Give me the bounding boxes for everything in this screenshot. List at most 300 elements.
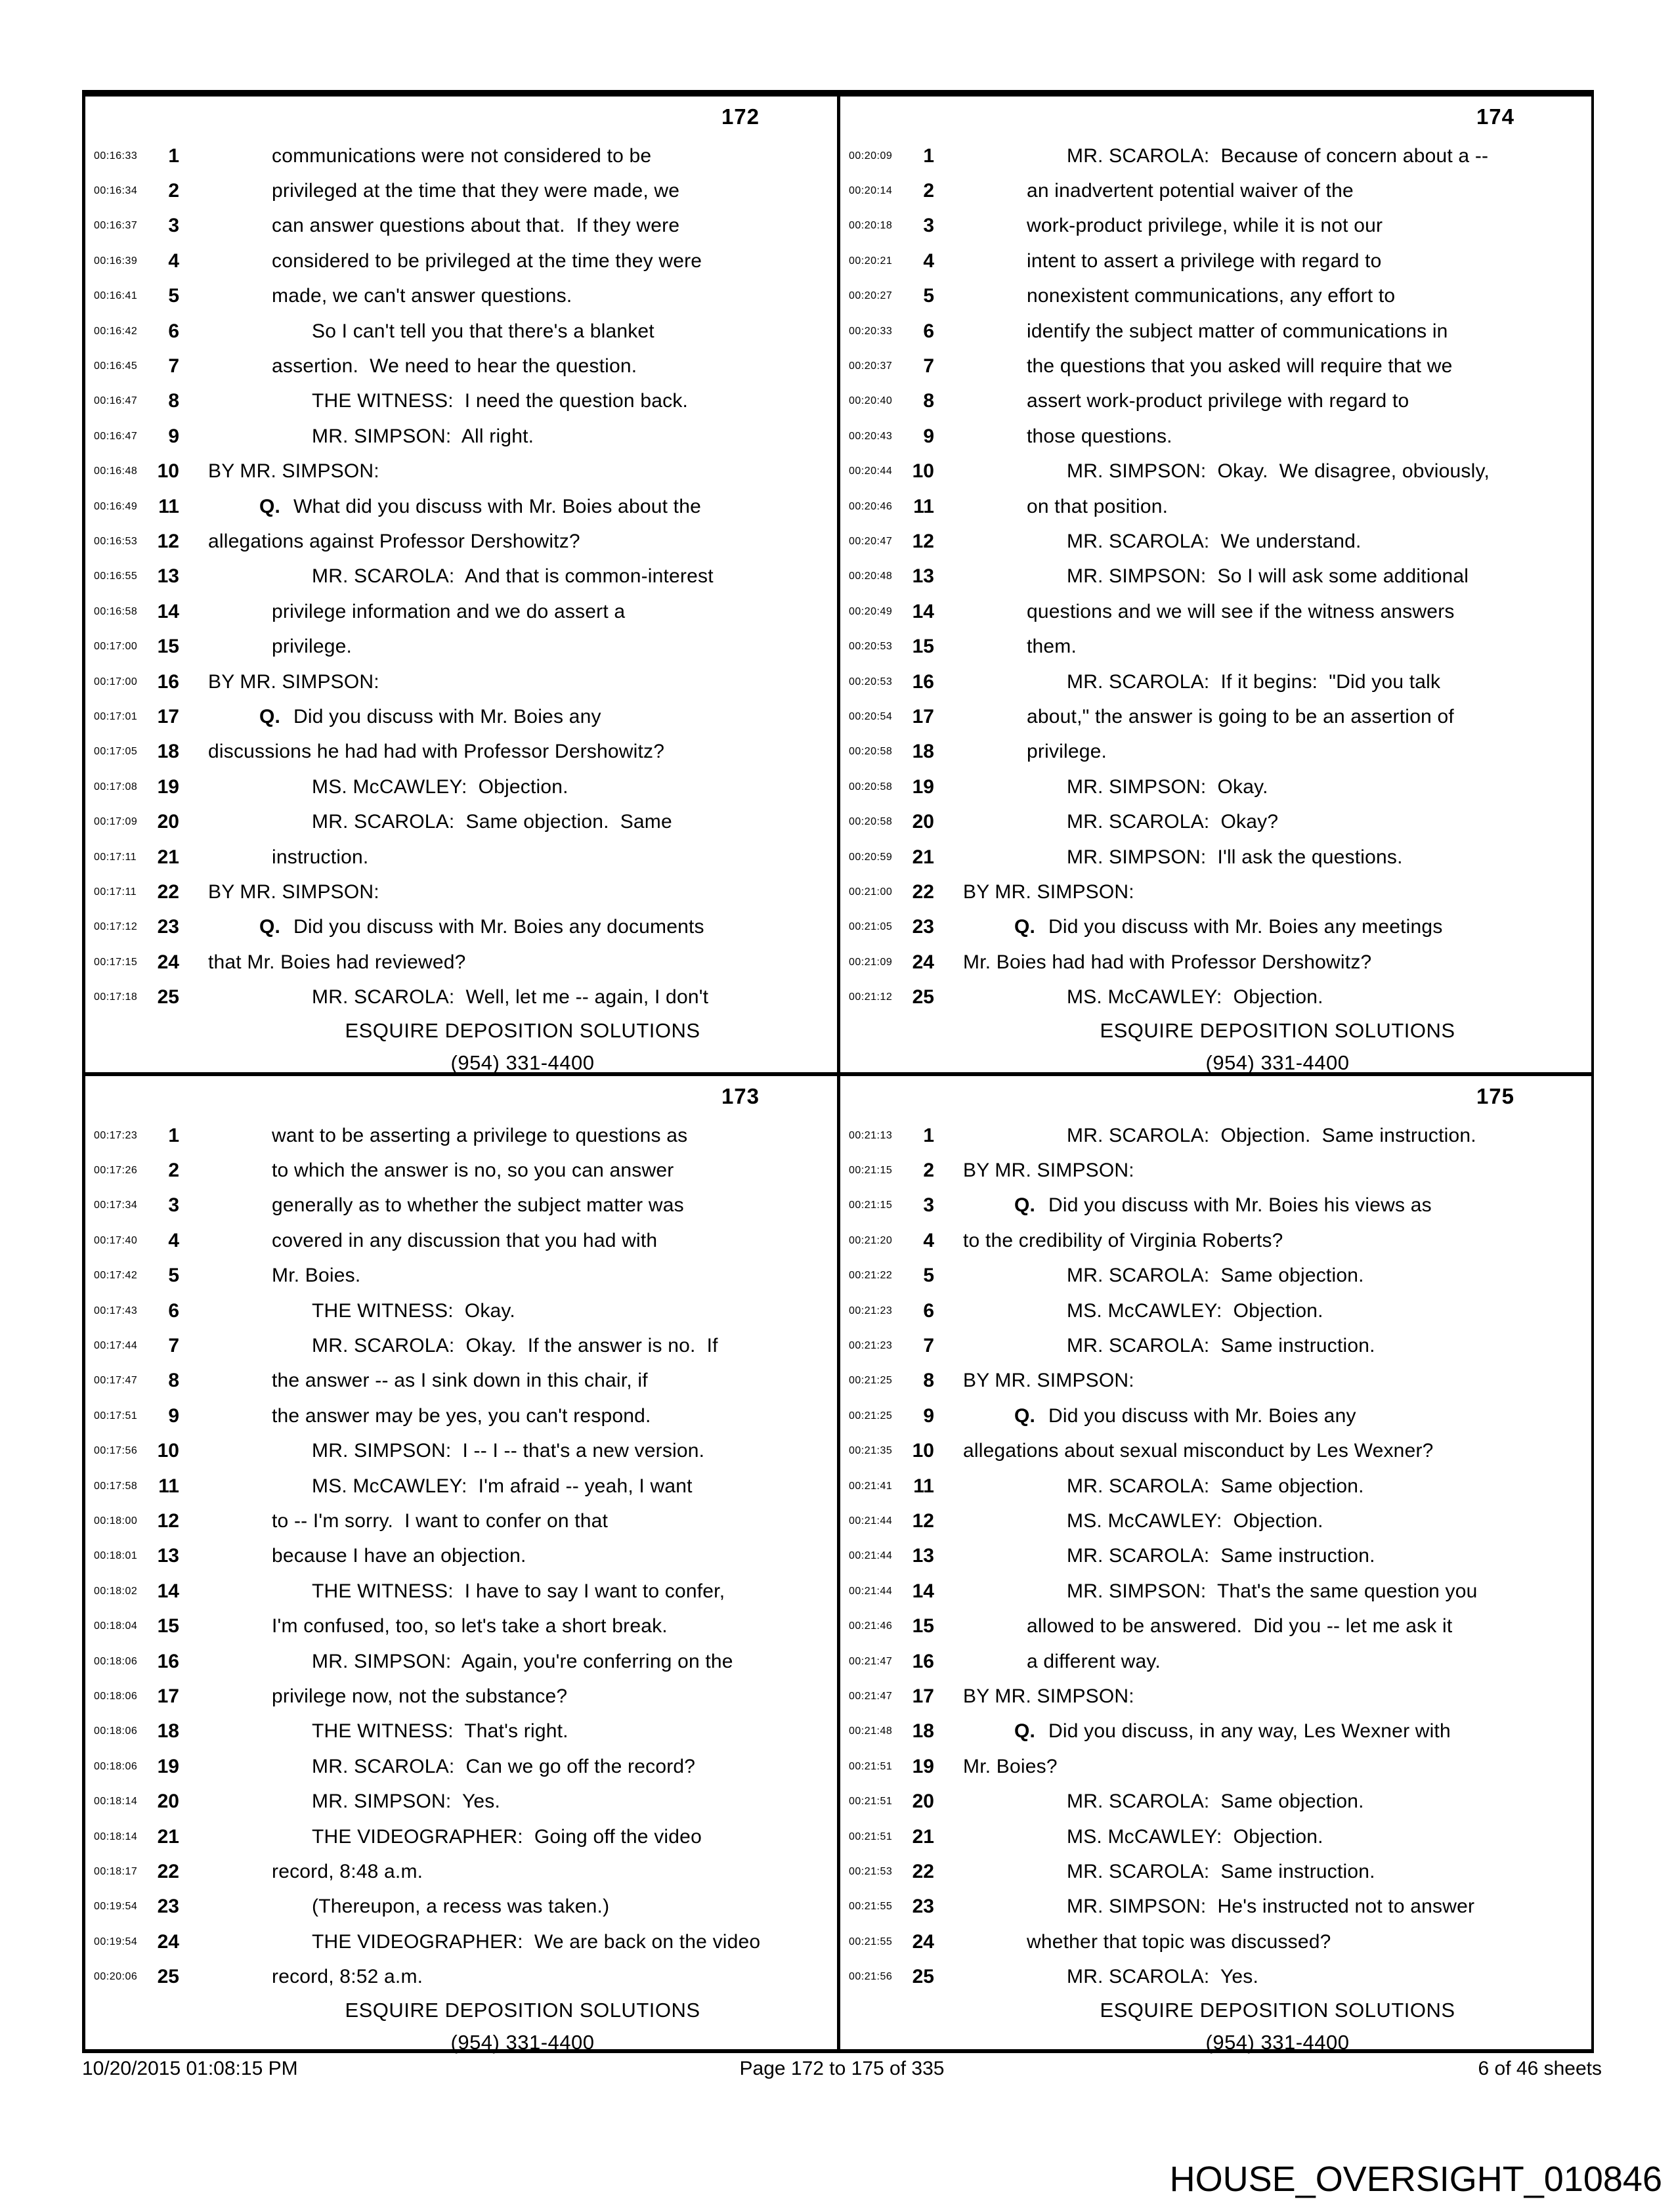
line-number: 21 — [912, 846, 934, 868]
timestamp: 00:21:53 — [849, 1865, 893, 1877]
line-number: 22 — [912, 1860, 934, 1882]
line-number: 22 — [157, 1860, 179, 1882]
line-number: 17 — [157, 705, 179, 727]
transcript-line — [844, 1784, 1592, 1819]
timestamp: 00:20:53 — [849, 676, 893, 687]
transcript-line — [844, 1749, 1592, 1784]
line-number: 23 — [157, 916, 179, 938]
timestamp: 00:18:04 — [94, 1620, 138, 1632]
line-number: 20 — [157, 1790, 179, 1813]
line-number: 25 — [157, 986, 179, 1008]
transcript-line — [89, 664, 837, 699]
transcript-page-173 — [89, 1076, 837, 2054]
timestamp: 00:21:47 — [849, 1655, 893, 1667]
timestamp: 00:20:43 — [849, 430, 893, 442]
line-number: 4 — [168, 1229, 179, 1251]
reporter-firm: ESQUIRE DEPOSITION SOLUTIONS — [345, 1018, 700, 1042]
question-marker: Q. — [1014, 1194, 1036, 1217]
timestamp: 00:16:47 — [94, 430, 138, 442]
line-number: 10 — [912, 460, 934, 483]
line-text: MR. SIMPSON: So I will ask some additional — [1067, 565, 1469, 588]
transcript-line — [89, 1574, 837, 1609]
timestamp: 00:21:13 — [849, 1129, 893, 1141]
transcript-line — [89, 244, 837, 278]
line-number: 6 — [168, 1299, 179, 1322]
transcript-line — [89, 489, 837, 524]
line-number: 24 — [912, 951, 934, 973]
timestamp: 00:21:41 — [849, 1480, 893, 1492]
timestamp: 00:18:14 — [94, 1796, 138, 1808]
transcript-line — [844, 524, 1592, 559]
line-number: 3 — [168, 1194, 179, 1217]
transcript-line — [844, 489, 1592, 524]
line-text: MR. SIMPSON: That's the same question you — [1067, 1580, 1478, 1602]
timestamp: 00:16:55 — [94, 571, 138, 582]
line-text: that Mr. Boies had reviewed? — [208, 951, 466, 973]
transcript-line — [89, 384, 837, 419]
transcript-line — [844, 244, 1592, 278]
line-number: 24 — [912, 1930, 934, 1953]
reporter-phone: (954) 331-4400 — [1205, 2030, 1350, 2054]
timestamp: 00:21:15 — [849, 1200, 893, 1211]
timestamp: 00:21:22 — [849, 1270, 893, 1282]
line-text: BY MR. SIMPSON: — [208, 670, 379, 693]
question-marker: Q. — [1014, 1720, 1036, 1743]
line-text: allegations about sexual misconduct by Les Wexner? — [963, 1440, 1434, 1462]
transcript-line — [89, 804, 837, 839]
line-number: 13 — [912, 565, 934, 588]
line-number: 6 — [923, 1299, 934, 1322]
line-text: MR. SCAROLA: Can we go off the record? — [312, 1755, 696, 1777]
transcript-line — [844, 770, 1592, 804]
transcript-line — [89, 840, 837, 875]
line-text: made, we can't answer questions. — [272, 285, 572, 307]
transcript-line — [844, 1574, 1592, 1609]
line-number: 5 — [923, 1265, 934, 1287]
timestamp: 00:16:49 — [94, 500, 138, 512]
line-number: 6 — [168, 320, 179, 342]
timestamp: 00:16:53 — [94, 535, 138, 547]
line-text: MR. SCAROLA: Same objection. Same — [312, 811, 672, 833]
line-text: communications were not considered to be — [272, 144, 652, 167]
timestamp: 00:20:47 — [849, 535, 893, 547]
line-text: MS. McCAWLEY: Objection. — [1067, 986, 1323, 1008]
transcript-line — [844, 1890, 1592, 1924]
transcript-line — [844, 559, 1592, 594]
line-number: 24 — [157, 951, 179, 973]
page-number: 175 — [1476, 1084, 1514, 1108]
timestamp: 00:18:02 — [94, 1585, 138, 1597]
transcript-line — [89, 875, 837, 909]
line-text: THE WITNESS: I have to say I want to confer, — [312, 1580, 725, 1602]
timestamp: 00:20:40 — [849, 395, 893, 407]
transcript-line — [89, 209, 837, 244]
transcript-line — [89, 1819, 837, 1854]
line-number: 17 — [912, 1685, 934, 1707]
line-text: instruction. — [272, 846, 369, 868]
line-text: those questions. — [1027, 425, 1172, 447]
line-number: 8 — [923, 390, 934, 412]
transcript-lines — [89, 1118, 837, 1995]
column-divider — [837, 90, 840, 2053]
timestamp: 00:17:09 — [94, 816, 138, 828]
line-text: because I have an objection. — [272, 1545, 526, 1567]
question-marker: Q. — [1014, 916, 1036, 938]
line-number: 25 — [157, 1966, 179, 1988]
transcript-line — [89, 349, 837, 383]
timestamp: 00:20:59 — [849, 851, 893, 863]
line-number: 9 — [168, 1404, 179, 1427]
line-text: to the credibility of Virginia Roberts? — [963, 1229, 1283, 1251]
timestamp: 00:21:05 — [849, 921, 893, 933]
transcript-line — [89, 770, 837, 804]
transcript-line — [89, 594, 837, 629]
line-number: 11 — [913, 1475, 934, 1497]
transcript-line — [89, 1609, 837, 1643]
line-number: 5 — [923, 285, 934, 307]
timestamp: 00:17:42 — [94, 1270, 138, 1282]
line-text: MR. SCAROLA: Same objection. — [1067, 1475, 1364, 1497]
transcript-line — [89, 945, 837, 980]
line-text: So I can't tell you that there's a blanket — [312, 320, 655, 342]
line-text: THE WITNESS: That's right. — [312, 1720, 569, 1743]
line-number: 6 — [923, 320, 934, 342]
line-text: privileged at the time that they were made, we — [272, 180, 680, 202]
line-number: 12 — [157, 530, 179, 552]
line-text: MR. SIMPSON: Okay. — [1067, 775, 1268, 798]
line-number: 15 — [912, 636, 934, 658]
line-number: 10 — [157, 460, 179, 483]
print-timestamp: 10/20/2015 01:08:15 PM — [82, 2058, 298, 2079]
timestamp: 00:17:34 — [94, 1200, 138, 1211]
transcript-line — [844, 840, 1592, 875]
line-number: 13 — [912, 1545, 934, 1567]
transcript-line — [844, 1434, 1592, 1469]
line-number: 19 — [157, 775, 179, 798]
timestamp: 00:17:58 — [94, 1480, 138, 1492]
timestamp: 00:20:46 — [849, 500, 893, 512]
line-number: 20 — [912, 1790, 934, 1813]
line-number: 19 — [912, 1755, 934, 1777]
transcript-line — [89, 1714, 837, 1749]
timestamp: 00:20:44 — [849, 466, 893, 477]
transcript-line — [844, 314, 1592, 349]
line-number: 20 — [157, 811, 179, 833]
line-number: 12 — [912, 1509, 934, 1532]
line-text: MS. McCAWLEY: Objection. — [1067, 1825, 1323, 1848]
transcript-line — [89, 1293, 837, 1328]
line-number: 3 — [923, 215, 934, 237]
transcript-line — [844, 279, 1592, 314]
question-marker: Q. — [259, 495, 281, 517]
timestamp: 00:16:33 — [94, 150, 138, 162]
transcript-line — [844, 1504, 1592, 1538]
line-number: 22 — [912, 880, 934, 903]
timestamp: 00:18:17 — [94, 1865, 138, 1877]
page-range: Page 172 to 175 of 335 — [739, 2058, 945, 2079]
line-text: questions and we will see if the witness answers — [1027, 600, 1455, 622]
transcript-page-174 — [844, 97, 1592, 1074]
line-number: 14 — [912, 600, 934, 622]
timestamp: 00:17:15 — [94, 956, 138, 968]
line-text: the questions that you asked will require that we — [1027, 355, 1453, 378]
reporter-phone: (954) 331-4400 — [1205, 1051, 1350, 1074]
line-number: 18 — [912, 1720, 934, 1743]
transcript-sheet — [82, 90, 1594, 2053]
line-text: nonexistent communications, any effort to — [1027, 285, 1396, 307]
line-text: MR. SIMPSON: I'll ask the questions. — [1067, 846, 1403, 868]
line-number: 21 — [912, 1825, 934, 1848]
timestamp: 00:20:58 — [849, 816, 893, 828]
timestamp: 00:16:47 — [94, 395, 138, 407]
transcript-line — [844, 1293, 1592, 1328]
line-number: 22 — [157, 880, 179, 903]
transcript-line — [89, 1504, 837, 1538]
line-text: BY MR. SIMPSON: — [963, 1160, 1134, 1182]
transcript-line — [89, 1469, 837, 1504]
page-number: 173 — [721, 1084, 760, 1108]
timestamp: 00:21:51 — [849, 1796, 893, 1808]
timestamp: 00:21:51 — [849, 1831, 893, 1842]
line-text: MR. SCAROLA: Same instruction. — [1067, 1545, 1375, 1567]
line-number: 4 — [923, 1229, 934, 1251]
line-text: a different way. — [1027, 1650, 1161, 1672]
transcript-line — [89, 1679, 837, 1714]
transcript-line — [89, 1890, 837, 1924]
line-number: 12 — [912, 530, 934, 552]
transcript-line — [89, 980, 837, 1014]
timestamp: 00:20:09 — [849, 150, 893, 162]
transcript-lines — [89, 139, 837, 1015]
line-text: privilege. — [1027, 741, 1107, 763]
line-number: 13 — [157, 1545, 179, 1567]
line-text: BY MR. SIMPSON: — [208, 880, 379, 903]
line-number: 16 — [912, 670, 934, 693]
transcript-line — [844, 1188, 1592, 1223]
line-text: MR. SIMPSON: He's instructed not to answer — [1067, 1896, 1475, 1918]
line-text: considered to be privileged at the time they were — [272, 249, 702, 272]
line-number: 18 — [912, 741, 934, 763]
line-text: MR. SIMPSON: Yes. — [312, 1790, 501, 1813]
line-number: 17 — [912, 705, 934, 727]
transcript-line — [844, 1924, 1592, 1959]
line-text: BY MR. SIMPSON: — [963, 1370, 1134, 1392]
line-number: 24 — [157, 1930, 179, 1953]
line-number: 12 — [157, 1509, 179, 1532]
transcript-line — [89, 1854, 837, 1889]
timestamp: 00:18:06 — [94, 1655, 138, 1667]
reporter-firm: ESQUIRE DEPOSITION SOLUTIONS — [1100, 1018, 1455, 1042]
timestamp: 00:21:46 — [849, 1620, 893, 1632]
timestamp: 00:17:56 — [94, 1445, 138, 1457]
line-number: 8 — [168, 390, 179, 412]
transcript-line — [89, 1539, 837, 1574]
timestamp: 00:21:23 — [849, 1340, 893, 1352]
transcript-line — [89, 419, 837, 454]
line-number: 16 — [912, 1650, 934, 1672]
timestamp: 00:16:41 — [94, 290, 138, 302]
line-text: the answer -- as I sink down in this chair, if — [272, 1370, 648, 1392]
line-text: covered in any discussion that you had with — [272, 1229, 658, 1251]
transcript-line — [844, 1644, 1592, 1679]
transcript-line — [89, 1644, 837, 1679]
transcript-line — [844, 1679, 1592, 1714]
reporter-firm: ESQUIRE DEPOSITION SOLUTIONS — [1100, 1998, 1455, 2022]
transcript-line — [844, 1469, 1592, 1504]
line-number: 14 — [157, 600, 179, 622]
line-number: 11 — [913, 495, 934, 517]
transcript-line — [844, 980, 1592, 1014]
line-text: THE WITNESS: Okay. — [312, 1299, 515, 1322]
line-text: MR. SCAROLA: Same objection. — [1067, 1790, 1364, 1813]
timestamp: 00:21:48 — [849, 1725, 893, 1737]
timestamp: 00:20:58 — [849, 781, 893, 792]
timestamp: 00:18:06 — [94, 1690, 138, 1702]
transcript-line — [844, 629, 1592, 664]
timestamp: 00:21:12 — [849, 991, 893, 1003]
timestamp: 00:17:11 — [94, 851, 137, 863]
line-text: Q. Did you discuss with Mr. Boies his views as — [1014, 1194, 1432, 1217]
timestamp: 00:17:05 — [94, 746, 138, 758]
timestamp: 00:20:27 — [849, 290, 893, 302]
page-number: 174 — [1476, 104, 1514, 129]
timestamp: 00:17:08 — [94, 781, 138, 792]
line-text: privilege now, not the substance? — [272, 1685, 568, 1707]
timestamp: 00:16:42 — [94, 325, 138, 337]
line-number: 20 — [912, 811, 934, 833]
page-number: 172 — [721, 104, 760, 129]
timestamp: 00:18:06 — [94, 1760, 138, 1772]
line-number: 23 — [912, 1896, 934, 1918]
line-number: 7 — [168, 1335, 179, 1357]
line-number: 10 — [912, 1440, 934, 1462]
reporter-phone: (954) 331-4400 — [450, 2030, 595, 2054]
line-text: intent to assert a privilege with regard to — [1027, 249, 1382, 272]
transcript-line — [89, 454, 837, 489]
line-text: assertion. We need to hear the question. — [272, 355, 637, 378]
line-number: 9 — [923, 425, 934, 447]
transcript-line — [844, 1399, 1592, 1433]
line-number: 19 — [157, 1755, 179, 1777]
line-text: generally as to whether the subject matter was — [272, 1194, 684, 1217]
timestamp: 00:20:37 — [849, 360, 893, 372]
timestamp: 00:17:12 — [94, 921, 138, 933]
transcript-line — [844, 1854, 1592, 1889]
line-text: Q. Did you discuss with Mr. Boies any meetings — [1014, 916, 1443, 938]
transcript-line — [89, 1749, 837, 1784]
timestamp: 00:16:37 — [94, 220, 138, 232]
transcript-line — [844, 1714, 1592, 1749]
timestamp: 00:20:49 — [849, 605, 893, 617]
line-text: can answer questions about that. If they were — [272, 215, 680, 237]
line-text: Mr. Boies? — [963, 1755, 1058, 1777]
transcript-line — [89, 524, 837, 559]
line-number: 7 — [168, 355, 179, 378]
line-text: MR. SCAROLA: Okay? — [1067, 811, 1279, 833]
timestamp: 00:17:18 — [94, 991, 138, 1003]
transcript-line — [844, 594, 1592, 629]
timestamp: 00:21:47 — [849, 1690, 893, 1702]
line-text: MR. SCAROLA: Same instruction. — [1067, 1335, 1375, 1357]
timestamp: 00:21:00 — [849, 886, 893, 898]
line-number: 5 — [168, 1265, 179, 1287]
line-number: 19 — [912, 775, 934, 798]
line-number: 2 — [168, 180, 179, 202]
line-text: the answer may be yes, you can't respond. — [272, 1404, 651, 1427]
transcript-line — [844, 349, 1592, 383]
timestamp: 00:17:01 — [94, 710, 138, 722]
transcript-lines — [844, 139, 1592, 1015]
line-text: BY MR. SIMPSON: — [963, 1685, 1134, 1707]
line-number: 13 — [157, 565, 179, 588]
line-text: THE VIDEOGRAPHER: Going off the video — [312, 1825, 702, 1848]
timestamp: 00:17:44 — [94, 1340, 138, 1352]
line-text: assert work-product privilege with regard to — [1027, 390, 1409, 412]
line-text: MR. SCAROLA: And that is common-interest — [312, 565, 714, 588]
line-text: MR. SCAROLA: Same objection. — [1067, 1265, 1364, 1287]
transcript-line — [89, 629, 837, 664]
line-text: identify the subject matter of communications in — [1027, 320, 1448, 342]
transcript-line — [844, 209, 1592, 244]
line-text: on that position. — [1027, 495, 1169, 517]
line-text: record, 8:52 a.m. — [272, 1966, 423, 1988]
timestamp: 00:21:35 — [849, 1445, 893, 1457]
timestamp: 00:16:34 — [94, 185, 138, 197]
line-text: Q. What did you discuss with Mr. Boies about the — [259, 495, 701, 517]
transcript-line — [844, 945, 1592, 980]
line-text: to which the answer is no, so you can answer — [272, 1160, 674, 1182]
timestamp: 00:21:20 — [849, 1234, 893, 1246]
line-text: Q. Did you discuss, in any way, Les Wexner with — [1014, 1720, 1451, 1743]
line-number: 10 — [157, 1440, 179, 1462]
line-text: privilege information and we do assert a — [272, 600, 626, 622]
timestamp: 00:20:53 — [849, 641, 893, 653]
line-number: 7 — [923, 355, 934, 378]
timestamp: 00:19:54 — [94, 1936, 138, 1947]
question-marker: Q. — [259, 916, 281, 938]
transcript-line — [844, 419, 1592, 454]
line-text: allowed to be answered. Did you -- let me ask it — [1027, 1615, 1453, 1637]
timestamp: 00:21:44 — [849, 1550, 893, 1562]
line-text: MR. SCAROLA: We understand. — [1067, 530, 1362, 552]
line-number: 17 — [157, 1685, 179, 1707]
line-text: MR. SCAROLA: Same instruction. — [1067, 1860, 1375, 1882]
transcript-line — [89, 139, 837, 173]
timestamp: 00:17:43 — [94, 1305, 138, 1316]
line-number: 15 — [157, 1615, 179, 1637]
line-number: 3 — [168, 215, 179, 237]
line-number: 25 — [912, 1966, 934, 1988]
transcript-line — [844, 454, 1592, 489]
line-text: MR. SCAROLA: If it begins: "Did you talk — [1067, 670, 1441, 693]
line-text: MR. SIMPSON: All right. — [312, 425, 534, 447]
timestamp: 00:21:25 — [849, 1410, 893, 1421]
line-text: MR. SIMPSON: Okay. We disagree, obviously, — [1067, 460, 1490, 483]
timestamp: 00:21:44 — [849, 1515, 893, 1527]
transcript-line — [89, 1434, 837, 1469]
transcript-line — [89, 699, 837, 734]
line-text: them. — [1027, 636, 1077, 658]
line-text: to -- I'm sorry. I want to confer on that — [272, 1509, 609, 1532]
sheet-border-left — [82, 90, 85, 2053]
line-number: 11 — [158, 1475, 179, 1497]
line-number: 2 — [168, 1160, 179, 1182]
line-text: MS. McCAWLEY: I'm afraid -- yeah, I want — [312, 1475, 693, 1497]
transcript-line — [844, 699, 1592, 734]
transcript-line — [89, 1784, 837, 1819]
timestamp: 00:20:18 — [849, 220, 893, 232]
line-text: MR. SCAROLA: Well, let me -- again, I don't — [312, 986, 709, 1008]
